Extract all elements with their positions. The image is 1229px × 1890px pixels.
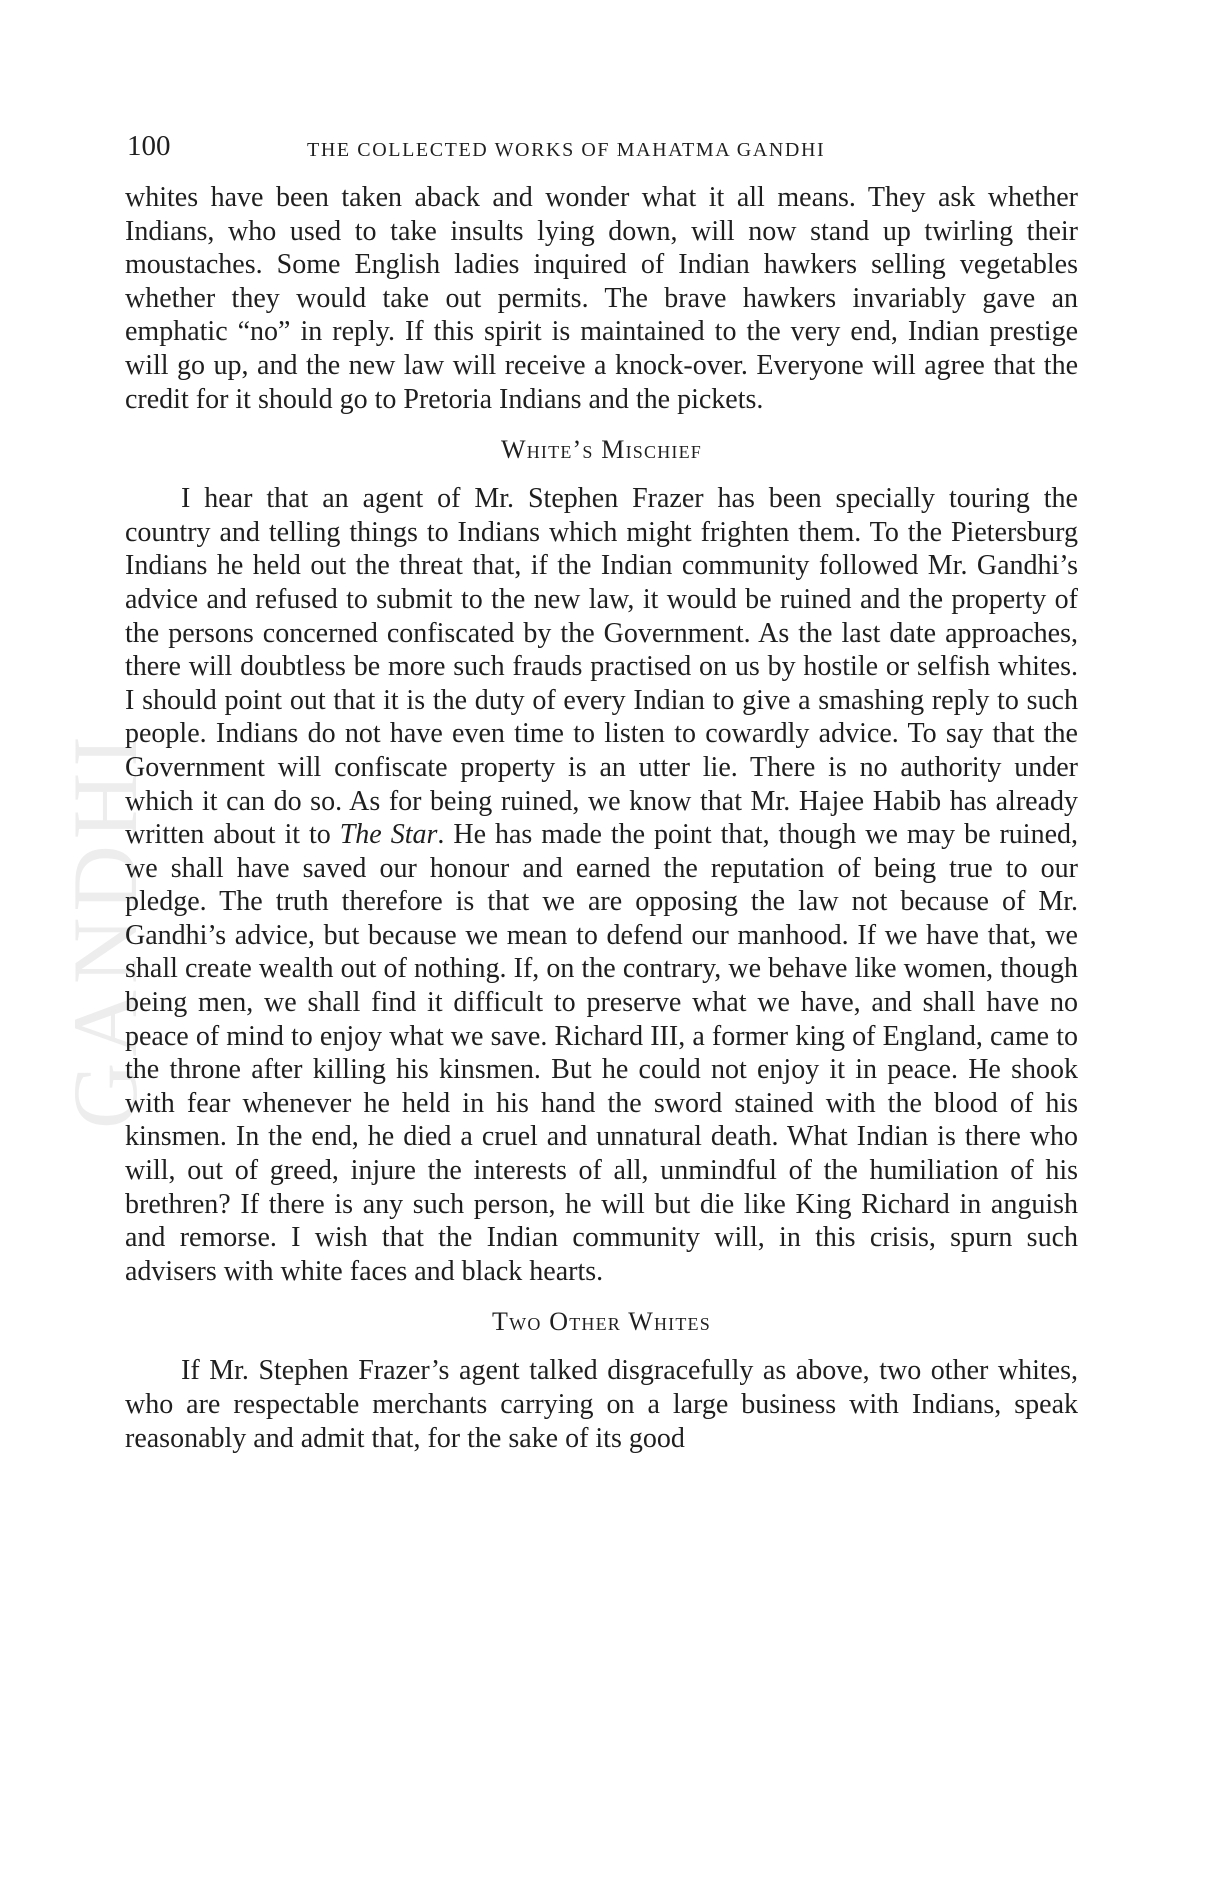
section-heading-whites-mischief: White’s Mischief: [500, 435, 703, 465]
newspaper-title: The Star: [339, 819, 438, 851]
page-header: [127, 128, 1077, 168]
paragraph-1: whites have been taken aback and wonder what it all means. They ask whether Indians, who used to take insults lying down, will now stand up twirling their moustaches. Some English ladies inquired of Indian hawkers selling vegetables whether they would take out permits. The brave hawkers invariably gave an emphatic “no” in reply. If this spirit is maintained to the very end, Indian prestige will go up, and the new law will receive a knock-over. Everyone will agree that the credit for it should go to Pretoria Indians and the pickets.: [125, 182, 1078, 415]
paragraph-2-part-b: . He has made the point that, though we may be ruined, we shall have saved our honour and earned the reputation of being true to our pledge. The truth therefore is that we are opposing the law not because of Mr. Gandhi’s advice, but because we mean to defend our manhood. If we have that, we shall create wealth out of nothing. If, on the contrary, we behave like women, though being men, we shall find it difficult to preserve what we have, and shall have no peace of mind to enjoy what we save. Richard III, a former king of England, came to the throne after killing his kinsmen. But he could not enjoy it in peace. He shook with fear whenever he held in his hand the sword stained with the blood of his kinsmen. In the end, he died a cruel and unnatural death. What Indian is there who will, out of greed, injure the interests of all, unmindful of the humiliation of his brethren? If there is any such person, he will but die like King Richard in anguish and remorse. I wish that the Indian community will, in this crisis, spurn such advisers with white faces and black hearts.: [125, 819, 1078, 1287]
paragraph-2: [125, 482, 1078, 1288]
paragraph-3: If Mr. Stephen Frazer’s agent talked disgracefully as above, two other whites, who are respectable merchants carrying on a large business with Indians, speak reasonably and admit that, for the sake of its good: [125, 1355, 1078, 1454]
paragraph-2-part-a: I hear that an agent of Mr. Stephen Frazer has been specially touring the country and telling things to Indians which might frighten them. To the Pietersburg Indians he held out the threat that, if the Indian community followed Mr. Gandhi’s advice and refused to submit to the new law, it would be ruined and the property of the persons concerned confiscated by the Government. As the last date approaches, there will doubtless be more such frauds practised on us by hostile or selfish whites. I should point out that it is the duty of every Indian to give a smashing reply to such people. Indians do not have even time to listen to cowardly advice. To say that the Government will confiscate property is an utter lie. There is no authority under which it can do so. As for being ruined, we know that Mr. Hajee Habib has already written about it to: [125, 483, 1078, 851]
page-number: 100: [127, 130, 171, 162]
body-text: [125, 181, 1078, 1455]
watermark: GANDHI: [54, 730, 156, 1130]
section-heading-two-other-whites: Two Other Whites: [492, 1307, 711, 1337]
running-head: THE COLLECTED WORKS OF MAHATMA GANDHI: [307, 139, 826, 161]
